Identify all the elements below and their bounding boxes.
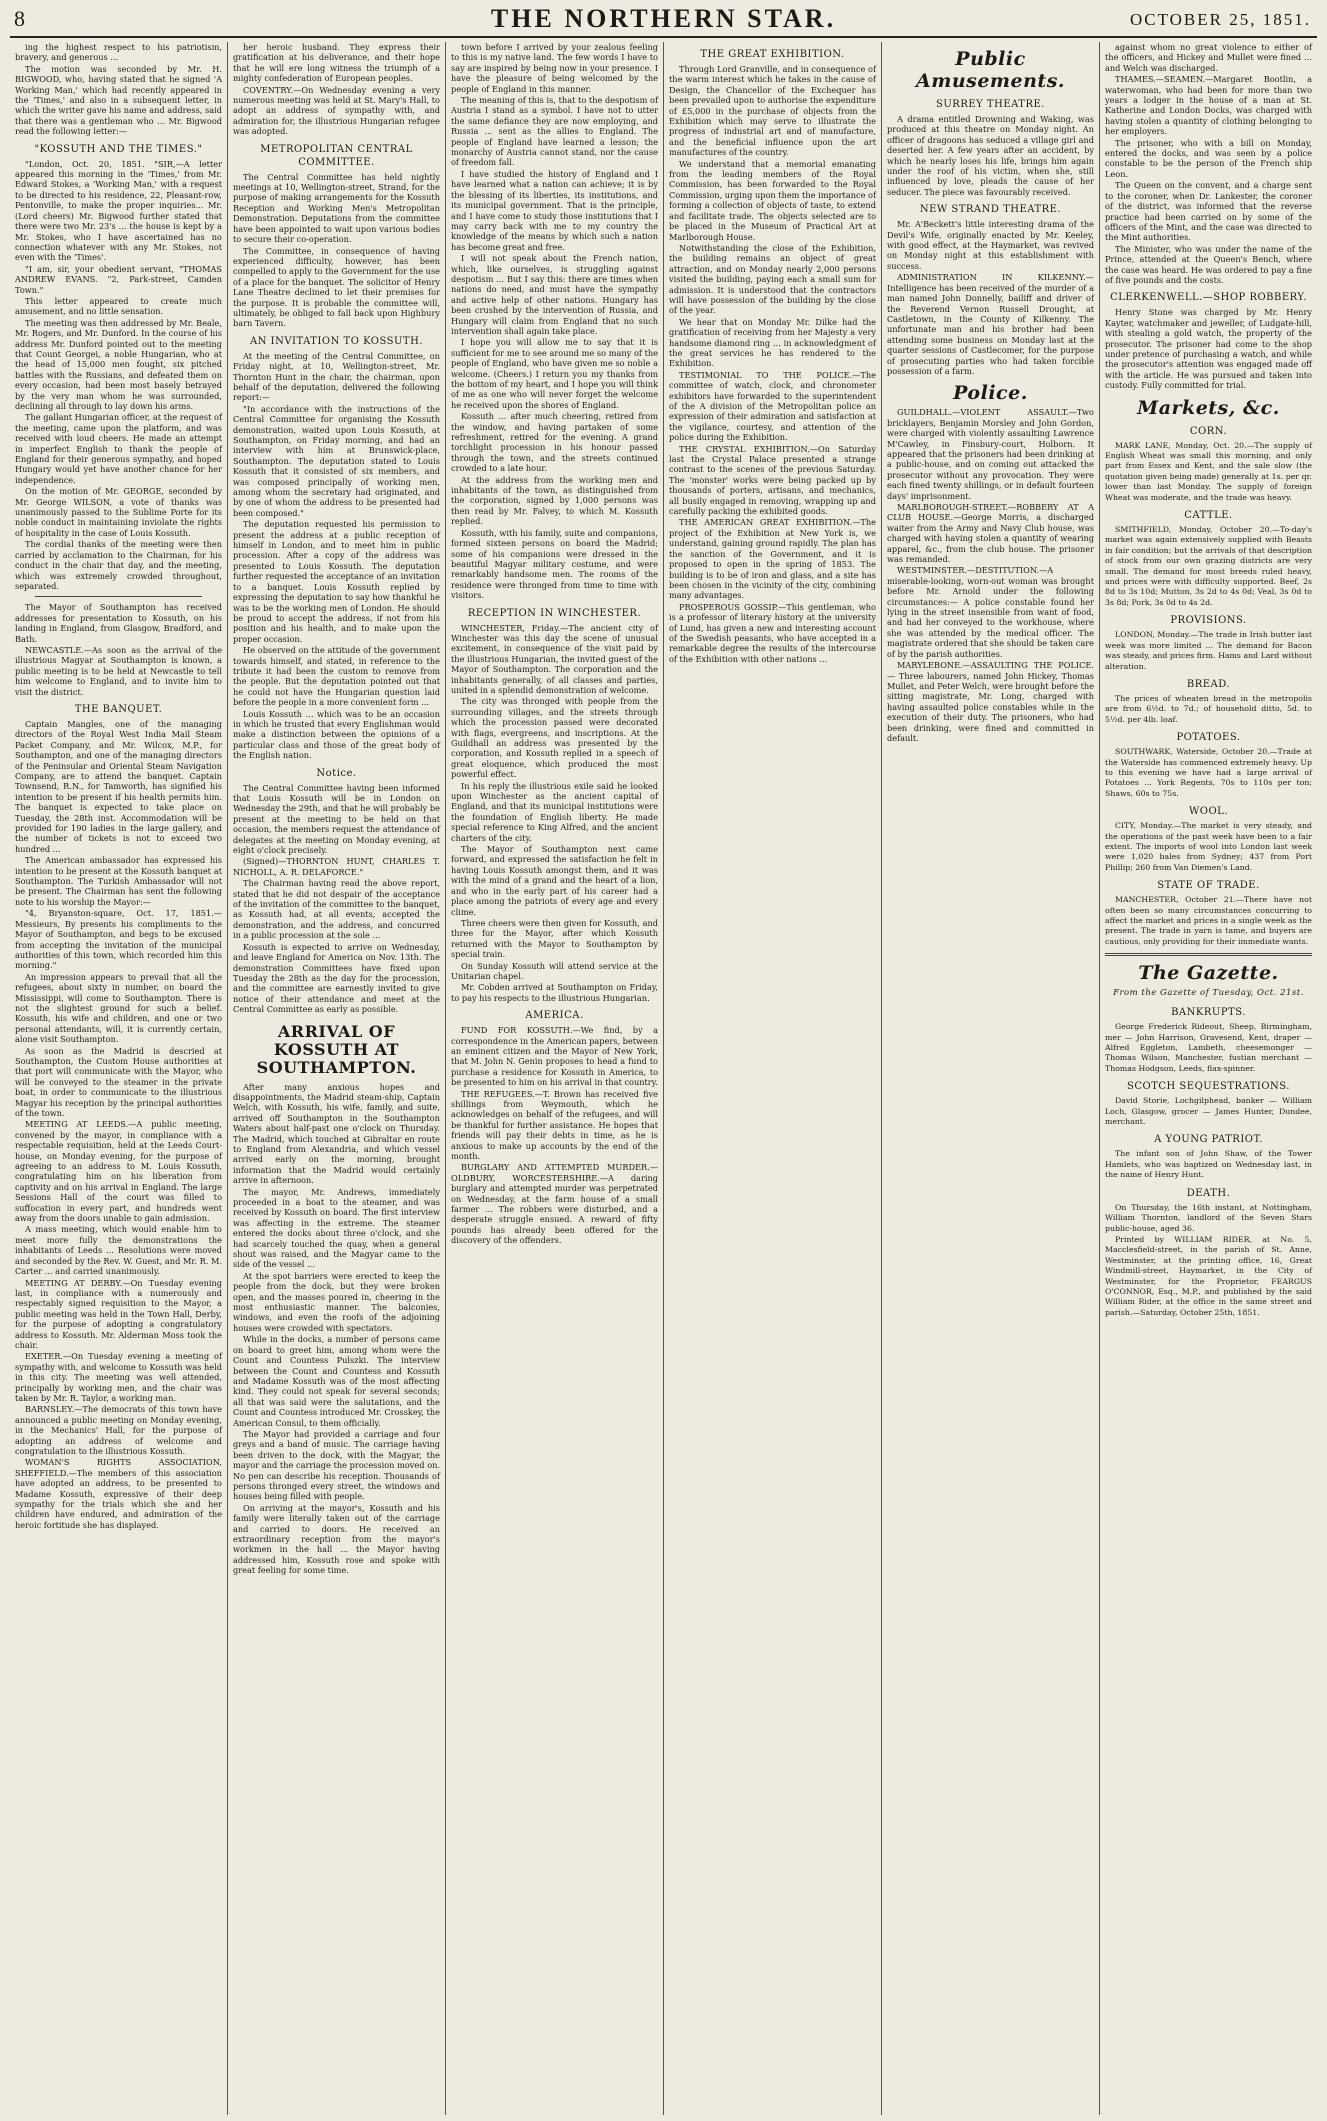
article-paragraph: against whom no great violence to either of the officers, and Hickey and Mullet were fined ... and Welch was discharged.	[1105, 42, 1312, 73]
article-paragraph: SOUTHWARK, Waterside, October 20.—Trade at the Waterside has commenced extremely heavy. Up to this evening we have had a large arrival of Potatoes ... York Regents, 70s to 110s per ton; Shaws, 60s to 75s.	[1105, 747, 1312, 798]
column-5	[882, 42, 1100, 2115]
article-paragraph: The Minister, who was under the name of the Prince, attended at the Queen's Bench, where the case was heard. He was ordered to pay a fine of five pounds and the costs.	[1105, 243, 1312, 285]
article-paragraph: WOMAN'S RIGHTS ASSOCIATION, SHEFFIELD.—The members of this association have adopted an address, to be presented to Madame Kossuth, expressive of their deep sympathy for the trials which she and her children have endured, and admiration of the heroic fortitude she has displayed.	[15, 1457, 222, 1530]
article-paragraph: WINCHESTER, Friday.—The ancient city of Winchester was this day the scene of unusual excitement, in consequence of the visit paid by the illustrious Hungarian, the invited guest of the Mayor of Southampton. The corporation and the inhabitants generally, of all classes and parties, united in a splendid demonstration of welcome.	[451, 622, 658, 695]
column-2	[228, 42, 446, 2115]
section-heading: SURREY THEATRE.	[936, 99, 1045, 110]
article-paragraph: LONDON, Monday.—The trade in Irish butter last week was more limited ... The demand for Bacon was steady, and prices firm. Hams and Lard without alteration.	[1105, 630, 1312, 671]
column-3	[446, 42, 664, 2115]
article-paragraph: BARNSLEY.—The democrats of this town have announced a public meeting on Monday evening, in the Mechanics' Hall, for the purpose of adopting an address of welcome and congratulation to the illustrious Kossuth.	[15, 1404, 222, 1456]
section-heading: AMERICA.	[525, 1010, 584, 1022]
article-paragraph: I hope you will allow me to say that it is sufficient for me to see around me so many of the people of England, who have given me so noble a welcome. (Cheers.) I return you my thanks from the bottom of my heart, and I hope you will think of me as one who will never forget the welcome he received upon the shores of England.	[451, 337, 658, 410]
section-heading: Public Amusements.	[915, 48, 1066, 92]
column-4	[664, 42, 882, 2115]
section-heading: THE GREAT EXHIBITION.	[700, 49, 845, 60]
article-paragraph: The Queen on the convent, and a charge sent to the coroner, when Dr. Lankester, the coroner of the district, was informed that the reverse practice had been carried on by some of the officers of the Mint, and the case was directed to the Mint authorities.	[1105, 180, 1312, 243]
article-paragraph: The prices of wheaten bread in the metropolis are from 6½d. to 7d.; of household ditto, 5d. to 5½d. per 4lb. loaf.	[1105, 693, 1312, 724]
article-paragraph: At the meeting of the Central Committee, on Friday night, at 10, Wellington-street, Mr. Thornton Hunt in the chair, the chairman, upon behalf of the deputation, delivered the following report:—	[233, 350, 440, 403]
article-paragraph: Henry Stone was charged by Mr. Henry Kayter, watchmaker and jeweller, of Ludgate-hill, with stealing a gold watch, the property of the prosecutor. The prisoner had come to the shop under pretence of purchasing a watch, and while the prosecutor's attention was engaged made off with the article. He was pursued and taken into custody. Fully committed for trial.	[1105, 307, 1312, 391]
section-heading: STATE OF TRADE.	[1157, 880, 1260, 892]
section-heading: CLERKENWELL.—SHOP ROBBERY.	[1110, 292, 1307, 304]
article-paragraph: THE REFUGEES.—T. Brown has received five shillings from Weymouth, which he acknowledges on behalf of the refugees, and will be thankful for further assistance. He hopes that friends will pay their debts in time, as he is anxious to make up accounts by the end of the month.	[451, 1088, 658, 1162]
article-paragraph: The Mayor of Southampton has received addresses for presentation to Kossuth, on his landing in England, from Glasgow, Bradford, and Bath.	[15, 602, 222, 644]
article-paragraph: MARYLEBONE.—ASSAULTING THE POLICE.— Three labourers, named John Hickey, Thomas Mullet, and Peter Welch, were brought before the sitting magistrate, Mr. Long, charged with having assaulted police constables while in the execution of their duty. The prisoners, who had been drinking, were fined and committed in default.	[887, 660, 1094, 743]
issue-date: OCTOBER 25, 1851.	[1129, 10, 1311, 29]
article-paragraph: SMITHFIELD, Monday, October 20.—To-day's market was again extensively supplied with Beasts in fair condition; but the arrivals of that description of stock from our own grazing districts are very small. The demand for most breeds ruled heavy, and prices were with difficulty supported. Beef, 2s 8d to 3s 10d; Mutton, 3s 2d to 4s 0d; Veal, 3s 0d to 3s 8d; Pork, 3s 0d to 4s 2d.	[1105, 525, 1312, 607]
article-paragraph: At the address from the working men and inhabitants of the town, as distinguished from the corporation, signed by 1,000 persons was then read by Mr. Falvey, to which M. Kossuth replied.	[451, 474, 658, 527]
article-paragraph: In his reply the illustrious exile said he looked upon Winchester as the ancient capital of England, and that its municipal institutions were the foundation of English liberty. He made special reference to King Alfred, and the ancient charters of the city.	[451, 780, 658, 843]
section-heading: A YOUNG PATRIOT.	[1154, 1134, 1263, 1146]
article-paragraph: While in the docks, a number of persons came on board to greet him, among whom were the Count and Countess Pulszki. The interview between the Count and Countess and Kossuth and Madame Kossuth was of the most affecting kind. They could not speak for several seconds; all that was said were the salutations, and the Count and Countess introduced Mr. Crosskey, the American Consul, to them officially.	[233, 1334, 440, 1428]
article-paragraph: After many anxious hopes and disappointments, the Madrid steam-ship, Captain Welch, with Kossuth, his wife, family, and suite, arrived off Southampton in the Southampton Waters about half-past one o'clock on Thursday. The Madrid, which touched at Gibraltar en route to England from Alexandria, and which vessel arrived early on the morning, brought information that the Madrid would certainly arrive in afternoon.	[233, 1081, 440, 1186]
article-paragraph: Mr. Cobden arrived at Southampton on Friday, to pay his respects to the illustrious Hungarian.	[451, 982, 658, 1003]
article-paragraph: The Committee, in consequence of having experienced difficulty, however, has been compelled to apply to the Government for the use of a place for the banquet. The solicitor of Henry Lane Theatre declined to let their premises for the purpose. It is probable the committee will, ultimately, be obliged to fall back upon Highbury barn Tavern.	[233, 245, 440, 329]
article-paragraph: As soon as the Madrid is descried at Southampton, the Custom House authorities at that port will communicate with the Mayor, who will be conveyed to the steamer in the private boat, in order to communicate to the illustrious Magyar his reception by the principal authorities of the town.	[15, 1045, 222, 1118]
article-paragraph: EXETER.—On Tuesday evening a meeting of sympathy with, and welcome to Kossuth was held in this city. The meeting was well attended, principally by working men, and the chair was taken by Mr. R. Taylor, a working man.	[15, 1351, 222, 1403]
article-paragraph: The gallant Hungarian officer, at the request of the meeting, came upon the platform, and was received with loud cheers. He made an attempt in imperfect English to thank the people of England for their generous sympathy, and hoped Hungary would yet have another chance for her independence.	[15, 412, 222, 485]
article-paragraph: TESTIMONIAL TO THE POLICE.—The committee of watch, clock, and chronometer exhibitors have forwarded to the superintendent of the A division of the Metropolitan police an expression of their admiration and satisfaction at the vigilance, courtesy, and attention of the police during the Exhibition.	[669, 369, 876, 443]
article-paragraph: her heroic husband. They express their gratification at his deliverance, and their hope that he will ere long witness the triumph of a mighty confederation of European peoples.	[233, 42, 440, 84]
article-paragraph: On Sunday Kossuth will attend service at the Unitarian chapel.	[451, 960, 658, 981]
article-paragraph: MANCHESTER, October 21.—There have not often been so many circumstances concurring to affect the market and prices in a single week as the present. The trade in yarn is tame, and buyers are cautious, only providing for their immediate wants.	[1105, 895, 1312, 946]
article-paragraph: Through Lord Granville, and in consequence of the warm interest which he takes in the cause of Design, the Chancellor of the Exchequer has been prevailed upon to authorise the expenditure of £5,000 in the purchase of objects from the Exhibition which may serve to illustrate the progress of industrial art and of manufacture, and the beneficial influence upon the art manufactures of the country.	[669, 64, 876, 158]
section-heading: CORN.	[1189, 425, 1228, 437]
columns	[10, 42, 1317, 2115]
article-paragraph: THAMES.—SEAMEN.—Margaret Bootlin, a waterwoman, who had been for more than two years a lodger in the house of a man at St. Katherine and London Docks, was charged with having stolen a quantity of clothing belonging to her employers.	[1105, 74, 1312, 137]
article-paragraph: MEETING AT LEEDS.—A public meeting, convened by the mayor, in compliance with a respectable requisition, held at the Leeds Court-house, on Monday evening, for the purpose of agreeing to an address to M. Louis Kossuth, congratulating him on his liberation from captivity and on his arrival in England. The large Sessions Hall of the court was filled to suffocation in every part, and hundreds went away from the doors unable to gain admission.	[15, 1119, 222, 1224]
masthead	[10, 4, 1317, 38]
article-paragraph: On the motion of Mr. GEORGE, seconded by Mr. George WILSON, a vote of thanks was unanimously passed to the Sublime Porte for its noble conduct in maintaining inviolate the rights of hospitality in the case of Louis Kossuth.	[15, 486, 222, 538]
section-heading: CATTLE.	[1184, 510, 1233, 522]
article-paragraph: (Signed)—THORNTON HUNT, CHARLES T. NICHOLL, A. R. DELAFORCE."	[233, 856, 440, 877]
article-paragraph: David Storie, Lochgilphead, banker — William Loch, Glasgow, grocer — James Hunter, Dundee, merchant.	[1105, 1096, 1312, 1127]
article-paragraph: GUILDHALL.—VIOLENT ASSAULT.—Two bricklayers, Benjamin Morsley and John Gordon, were charged with violently assaulting Lawrence M'Cawley, in Finsbury-court, Holborn. It appeared that the prisoners had been drinking at a public-house, and on coming out attacked the prosecutor without any provocation. They were each fined twenty shillings, or in default fourteen days' imprisonment.	[887, 407, 1094, 501]
article-paragraph: The Mayor had provided a carriage and four greys and a band of music. The carriage having been driven to the dock, with the Magyar, the mayor and the carriage the procession moved on. No pen can describe his reception. Thousands of persons thronged every street, the windows and houses being filled with people.	[233, 1428, 440, 1502]
article-paragraph: WESTMINSTER.—DESTITUTION.—A miserable-looking, worn-out woman was brought before Mr. Arnold under the following circumstances:— A police constable found her lying in the street insensible from want of food, and had her conveyed to the workhouse, where she was attended by the medical officer. The magistrate ordered that she should be taken care of by the parish authorities.	[887, 565, 1094, 659]
article-paragraph: The Chairman having read the above report, stated that he did not despair of the acceptance of the invitation of the committee to the banquet, as Kossuth had, at all events, accepted the demonstration, and the address, and concurred in a public procession at the sole ...	[233, 878, 440, 941]
section-heading: POTATOES.	[1176, 732, 1241, 744]
newspaper-title: THE NORTHERN STAR.	[490, 4, 837, 33]
section-heading: Police.	[953, 382, 1028, 405]
article-paragraph: A drama entitled Drowning and Waking, was produced at this theatre on Monday night. An officer of dragoons has seduced a village girl and deserted her. A few years after an accident, by which he nearly loses his life, brings him again under the roof of his victim, when she, still influenced by love, pleads the cause of her seducer. The piece was favourably received.	[887, 114, 1094, 197]
section-divider	[35, 596, 202, 597]
section-heading: From the Gazette of Tuesday, Oct. 21st.	[1113, 988, 1304, 999]
section-heading: THE BANQUET.	[74, 703, 163, 715]
article-paragraph: The cordial thanks of the meeting were then carried by acclamation to the Chairman, for his conduct in the chair that day, and the meeting, which was extremely crowded throughout, separated.	[15, 539, 222, 591]
article-paragraph: ing the highest respect to his patriotism, bravery, and generous ...	[15, 42, 222, 63]
article-paragraph: NEWCASTLE.—As soon as the arrival of the illustrious Magyar at Southampton is known, a public meeting is to be held at Newcastle to tell him welcome to England, and to invite him to visit the district.	[15, 644, 222, 697]
article-paragraph: CITY, Monday.—The market is very steady, and the operations of the past week have been to a fair extent. The imports of wool into London last week were 1,020 bales from Sydney; 437 from Port Phillip; 260 from Van Diemen's Land.	[1105, 821, 1312, 872]
section-heading: SCOTCH SEQUESTRATIONS.	[1127, 1081, 1290, 1093]
article-paragraph: The mayor, Mr. Andrews, immediately proceeded in a boat to the steamer, and was received by Kossuth on board. The first interview was affecting in the extreme. The steamer entered the docks about three o'clock, and she had scarcely touched the quay, when a general shout was raised, and the Magyar came to the side of the vessel ...	[233, 1186, 440, 1270]
article-paragraph: I have studied the history of England and I have learned what a nation can achieve; it is by the blessing of its liberties, its institutions, and its municipal government. That is the principle, and I have come to study those institutions that I may carry back with me to my country the knowledge of the means by which such a nation has become great and free.	[451, 168, 658, 252]
article-paragraph: Kossuth is expected to arrive on Wednesday, and leave England for America on Nov. 13th. The demonstration Committees have fixed upon Tuesday the 28th as the day for the procession, and the committee are earnestly invited to give notice of their attendance and meet at the Central Committee as early as possible.	[233, 941, 440, 1015]
section-heading: METROPOLITAN CENTRAL COMMITTEE.	[260, 143, 413, 168]
article-paragraph: The Central Committee having been informed that Louis Kossuth will be in London on Wednesday the 29th, and that he will probably be present at the meeting to be held on that occasion, the members request the attendance of delegates at the meeting on Monday evening, at eight o'clock precisely.	[233, 782, 440, 856]
article-paragraph: MARLBOROUGH-STREET.—ROBBERY AT A CLUB HOUSE.—George Morris, a discharged waiter from the Army and Navy Club house, was charged with having stolen a quantity of wearing apparel, &c., from the club house. The prisoner was remanded.	[887, 502, 1094, 565]
section-heading: PROVISIONS.	[1170, 615, 1247, 627]
article-paragraph: The meeting was then addressed by Mr. Beale, Mr. Rogers, and Mr. Dunford. In the course of his address Mr. Dunford pointed out to the meeting that Count Georgei, a noble Hungarian, who at the head of 15,000 men fought, six pitched battles with the Russians, and defeated them on every occasion, had been most basely betrayed by the very man whom he was surrounded, declining all through to lay down his arms.	[15, 317, 222, 411]
article-paragraph: Mr. A'Beckett's little interesting drama of the Devil's Wife, originally enacted by Mr. Keeley, with good effect, at the Haymarket, was revived on Monday night at this establishment with success.	[887, 219, 1094, 271]
section-heading: Notice.	[316, 767, 357, 779]
section-heading: RECEPTION IN WINCHESTER.	[467, 607, 642, 619]
article-paragraph: "London, Oct. 20, 1851. "SIR,—A letter appeared this morning in the 'Times,' from Mr. Edward Stokes, a 'Working Man,' with a request to be directed to his residence, 22, Pleasant-row, Pentonville, to make the proper inquiries... Mr. (Lord cheers) Mr. Bigwood further stated that there were two Mr. 23's ... the house is kept by a Mr. Stokes, who I have ascertained has no connection whatever with any Mr. Stokes, not even with the 'Times'.	[15, 158, 222, 263]
article-paragraph: At the spot barriers were erected to keep the people from the dock, but they were broken open, and the masses poured in, cheering in the most enthusiastic manner. The balconies, windows, and even the roofs of the adjoining houses were crowded with spectators.	[233, 1270, 440, 1333]
article-paragraph: The prisoner, who with a bill on Monday, entered the docks, and was seen by a police constable to be the person of the French ship Leon.	[1105, 137, 1312, 179]
article-paragraph: We hear that on Monday Mr. Dilke had the gratification of receiving from her Majesty a very handsome diamond ring ... in acknowledgment of the great services he has rendered to the Exhibition.	[669, 316, 876, 369]
article-paragraph: On arriving at the mayor's, Kossuth and his family were literally taken out of the carriage and carried to doors. He received an extraordinary reception from the mayor's workmen in the hall ... the Mayor having addressed him, Kossuth rose and spoke with great feeling for some time.	[233, 1502, 440, 1576]
page-number: 8	[14, 6, 25, 31]
article-paragraph: Three cheers were then given for Kossuth, and three for the Mayor, after which Kossuth returned with the Mayor to Southampton by special train.	[451, 917, 658, 960]
article-paragraph: The meaning of this is, that to the despotism of Austria I stand as a symbol. I have not to utter the same defiance they are now employing, and Russia ... sent as the allies to England. The people of England have learned a lesson; the monarchy of Austria cannot stand, nor the cause of freedom fall.	[451, 95, 658, 168]
article-paragraph: The city was thronged with people from the surrounding villages, and the streets through which the procession passed were decorated with flags, evergreens, and inscriptions. At the Guildhall an address was presented by the corporation, and Kossuth replied in a speech of great eloquence, which produced the most powerful effect.	[451, 696, 658, 780]
article-paragraph: The American ambassador has expressed his intention to be present at the Kossuth banquet at Southampton. The Turkish Ambassador will not be present. The Chairman has sent the following note to his worship the Mayor:—	[15, 855, 222, 907]
article-paragraph: He observed on the attitude of the government towards himself, and stated, in reference to the tribute it had been the custom to remove from the people. But the deputation pointed out that he could not have the Hungarian question laid before the people in a more convenient form ...	[233, 645, 440, 708]
article-paragraph: THE AMERICAN GREAT EXHIBITION.—The project of the Exhibition at New York is, we understand, gaining ground rapidly. The plan has the sanction of the Government, and it is proposed to open in the spring of 1853. The building is to be of iron and glass, and a site has been chosen in the vicinity of the city, combining many advantages.	[669, 517, 876, 601]
article-paragraph: FUND FOR KOSSUTH.—We find, by a correspondence in the American papers, between an eminent citizen and the Mayor of New York, that M. John N. Genin proposes to head a fund to purchase a residence for Kossuth in America, to be presented to him on his arrival in that country.	[451, 1025, 659, 1088]
double-divider	[1105, 953, 1312, 956]
section-heading: AN INVITATION TO KOSSUTH.	[249, 335, 424, 347]
article-paragraph: An impression appears to prevail that all the refugees, about sixty in number, on board the Mississippi, will come to Southampton. There is not the slightest ground for such a belief. Kossuth, his wife and children, and one or two personal attendants, will, it is currently certain, alone visit Southampton.	[15, 971, 222, 1045]
article-paragraph: MEETING AT DERBY.—On Tuesday evening last, in compliance with a numerously and respectably signed requisition to the Mayor, a public meeting was held in the Town Hall, Derby, for the purpose of adopting a congratulatory address to Kossuth. Mr. Alderman Moss took the chair.	[15, 1277, 222, 1350]
article-paragraph: BURGLARY AND ATTEMPTED MURDER.—OLDBURY, WORCESTERSHIRE.—A daring burglary and attempted murder was perpetrated on Wednesday, at the farm house of a small farmer ... The robbers were disturbed, and a desperate struggle ensued. A reward of fifty pounds has already been offered for the discovery of the offenders.	[451, 1162, 658, 1246]
section-heading: BREAD.	[1186, 678, 1231, 690]
article-paragraph: The Central Committee has held nightly meetings at 10, Wellington-street, Strand, for the purpose of making arrangements for the Kossuth Reception and Working Men's Metropolitan Demonstration. Deputations from the committee have been appointed to wait upon various bodies to secure their co-operation.	[233, 171, 440, 245]
section-heading: DEATH.	[1186, 1187, 1231, 1199]
article-paragraph: MARK LANE, Monday, Oct. 20.—The supply of English Wheat was small this morning, and only part from Essex and Kent, and the sale slow (the quotation given being made) generally at 1s. per qr. lower than last Monday. The supply of foreign Wheat was moderate, and the trade was heavy.	[1105, 440, 1312, 502]
article-paragraph: George Frederick Rideout, Sheep, Birmingham, mer — John Harrison, Gravesend, Kent, draper — Alfred Eggleton, Lambeth, cheesemonger — Thomas Wilson, Manchester, fustian merchant — Thomas Hodgson, Leeds, flax-spinner.	[1105, 1022, 1312, 1073]
column-1	[10, 42, 228, 2115]
section-heading: The Gazette.	[1138, 962, 1279, 985]
article-paragraph: The infant son of John Shaw, of the Tower Hamlets, who was baptized on Wednesday last, in the name of Henry Hunt.	[1105, 1149, 1312, 1180]
article-paragraph: Printed by WILLIAM RIDER, at No. 5, Macclesfield-street, in the parish of St. Anne, Westminster, at the printing office, 16, Great Windmill-street, Haymarket, in the City of Westminster, for the Proprietor, FEARGUS O'CONNOR, Esq., M.P., and published by the said William Rider, at the office in the same street and parish.—Saturday, October 25th, 1851.	[1105, 1234, 1312, 1317]
article-paragraph: "In accordance with the instructions of the Central Committee for organising the Kossuth demonstration, waited upon Louis Kossuth, at Southampton, on Friday morning, and had an interview with him at Brunswick-place, Southampton. The deputation stated to Louis Kossuth that it consisted of six members, and was composed principally of working men, among whom the secretary had originated, and by one of whom the address to be presented had been composed."	[233, 403, 440, 518]
section-heading: ARRIVAL OF KOSSUTH AT SOUTHAMPTON.	[256, 1021, 417, 1077]
article-paragraph: The deputation requested his permission to present the address at a public reception of himself in London, and to meet him in public procession. After a copy of the address was presented to Louis Kossuth. The deputation further requested the acceptance of an invitation to a banquet. Louis Kossuth replied by expressing the deputation to say how thankful he was to be the working men of London. He should be proud to accept the address, if not from his position and his health, and to make upon the proper occasion.	[233, 519, 440, 644]
article-paragraph: "4, Bryanston-square, Oct. 17, 1851.—Messieurs, By presents his compliments to the Mayor of Southampton, and begs to be excused from accepting the invitation of the municipal authorities of this town, which recorded him this morning."	[15, 908, 222, 971]
article-paragraph: This letter appeared to create much amusement, and no little sensation.	[15, 295, 222, 317]
article-paragraph: Notwithstanding the close of the Exhibition, the building remains an object of great attraction, and on Monday nearly 2,000 persons visited the building, paying each a small sum for admission. It is understood that the contractors will have possession of the building by the close of the year.	[669, 242, 876, 316]
article-paragraph: Captain Mangles, one of the managing directors of the Royal West India Mail Steam Packet Company, and Mr. Wilcox, M.P., for Southampton, and one of the managing directors of the Peninsular and Oriental Steam Navigation Company, are to attend the banquet. Captain Townsend, R.N., for Tamworth, has signified his intention to be present if his health permits him. The banquet is expected to take place on Tuesday, the 28th inst. Accommodation will be provided for 190 ladies in the large gallery, and the number of tickets is not to exceed two hundred ...	[15, 718, 222, 854]
article-paragraph: Kossuth ... after much cheering, retired from the window, and having partaken of some refreshment, retired for the evening. A grand torchlight procession in his honour passed through the town, and the streets continued crowded to a late hour.	[451, 411, 658, 474]
article-paragraph: The Mayor of Southampton next came forward, and expressed the satisfaction he felt in having Louis Kossuth amongst them, and it was with the mind of a grand and the heart of a lion, and who in the early part of his career had a place among the patriots of every age and every clime.	[451, 844, 658, 917]
article-paragraph: COVENTRY.—On Wednesday evening a very numerous meeting was held at St. Mary's Hall, to adopt an address of sympathy with, and admiration for, the illustrious Hungarian refugee was adopted.	[233, 84, 440, 137]
section-heading: "KOSSUTH AND THE TIMES."	[34, 143, 203, 155]
article-paragraph: A mass meeting, which would enable him to meet more fully the demonstrations the inhabitants of Leeds ... Resolutions were moved and seconded by the Rev. W. Guest, and Mr. R. M. Carter ... and carried unanimously.	[15, 1224, 222, 1277]
section-heading: BANKRUPTS.	[1171, 1007, 1246, 1019]
article-paragraph: On Thursday, the 16th instant, at Nottingham, William Thornton, landlord of the Seven Stars public-house, aged 36.	[1105, 1202, 1312, 1233]
article-paragraph: town before I arrived by your zealous feeling to this is my native land. The few words I have to say are inspired by being now in your presence. I have the pleasure of being welcomed by the people of England in this manner.	[451, 42, 658, 94]
article-paragraph: Louis Kossuth ... which was to be an occasion in which he trusted that every Englishman would make a distinction between the opinions of a particular class and those of the great body of the English nation.	[233, 708, 440, 761]
article-paragraph: Kossuth, with his family, suite and companions, formed sixteen persons on board the Madrid; some of his companions were dressed in the beautiful Magyar military costume, and were remarkably handsome men. The rooms of the residence were thronged from time to time with visitors.	[451, 527, 658, 601]
article-paragraph: I will not speak about the French nation, which, like ourselves, is struggling against despotism ... But I say this: there are times when nations do need, and must have the sympathy and active help of other nations. Hungary has been crushed by the intervention of Russia, and Hungary will claim from England that no such intervention shall again take place.	[451, 253, 658, 336]
section-heading: NEW STRAND THEATRE.	[919, 204, 1062, 216]
article-paragraph: THE CRYSTAL EXHIBITION.—On Saturday last the Crystal Palace presented a strange contrast to the scenes of the previous Saturday. The 'monster' works were being packed up by thousands of porters, artisans, and mechanics, all busily engaged in removing, wrapping up and carefully packing the exhibited goods.	[669, 443, 876, 517]
article-paragraph: ADMINISTRATION IN KILKENNY.—Intelligence has been received of the murder of a man named John Donnelly, bailiff and driver of the Reverend Vernon Russell Drought, at Castletown, in the County of Kilkenny. The unfortunate man and his brother had been attending some business on Monday last at the quarter sessions of Castlecomer, for the purpose of prosecuting parties who had taken forcible possession of a farm.	[887, 272, 1094, 376]
section-heading: Markets, &c.	[1137, 396, 1280, 419]
section-heading: WOOL.	[1189, 806, 1228, 818]
article-paragraph: The motion was seconded by Mr. H. BIGWOOD, who, having stated that he signed 'A Working Man,' which had recently appeared in the 'Times,' and also in a subsequent letter, in which the writer gave his name and address, said that there was a gentleman who ... Mr. Bigwood read the following letter:—	[15, 63, 222, 137]
column-6	[1100, 42, 1317, 2115]
article-paragraph: "I am, sir, your obedient servant, "THOMAS ANDREW EVANS. "2, Park-street, Camden Town."	[15, 263, 222, 295]
article-paragraph: PROSPEROUS GOSSIP.—This gentleman, who is a professor of literary history at the university of Lund, has given a new and interesting account of the Swedish peasants, who have accepted in a remarkable degree the results of the intercourse of the Exhibition with other nations ...	[669, 601, 876, 664]
article-paragraph: We understand that a memorial emanating from the leading members of the Royal Commission, has been forwarded to the Royal Commission, urging upon them the importance of forming a collection of objects of taste, to extend and facilitate trade. The objects selected are to be placed in the Museum of Practical Art at Marlborough House.	[669, 158, 876, 242]
